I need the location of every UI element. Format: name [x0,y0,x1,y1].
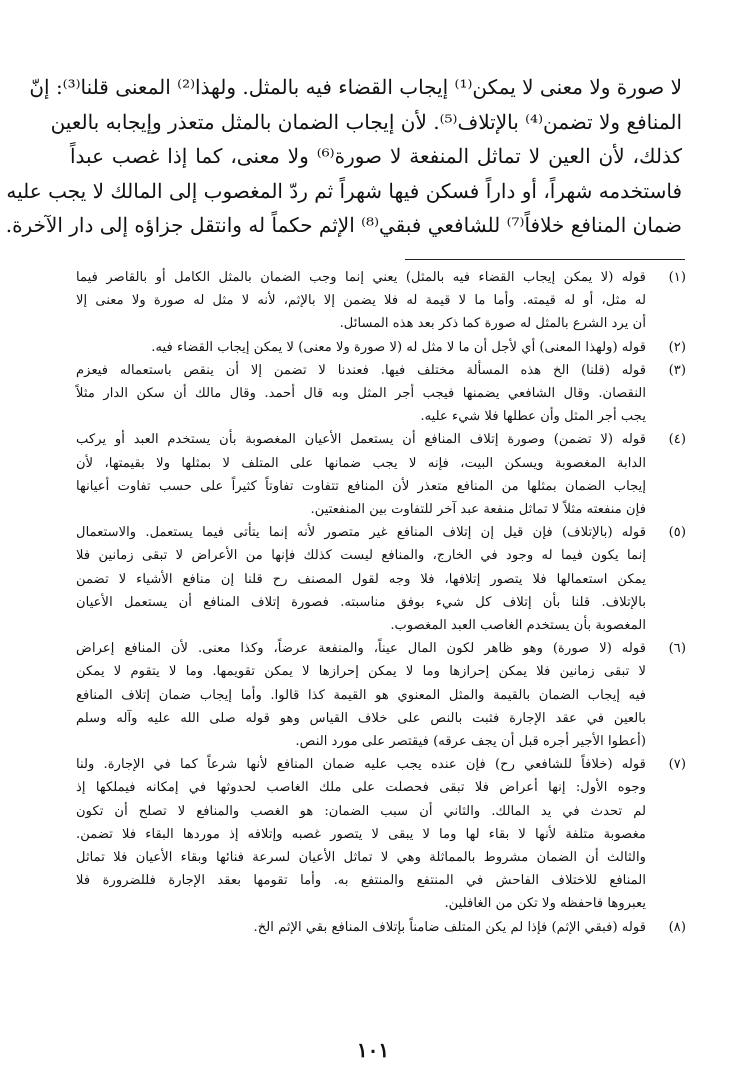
footnote-number: (٦) [668,641,686,657]
main-text-line: كذلك، لأن العين لا تماثل المنفعة لا صورة⁽⁶⁾ ولا معنى، كما إذا غصب عبداً [70,144,682,168]
footnote-line: النقصان. وقال الشافعي يضمنها فيجب أجر المثل وبه قال أحمد. وقال مالك أن سكن الدار مثلاً [76,386,646,402]
footnote-number: (٥) [668,525,686,541]
footnote-line: بالإتلاف. قلنا بأن إتلاف كل شيء بوفق مناسبته. فصورة إتلاف المنافع أن يستعمل الأعيان [76,594,646,610]
footnote [76,637,686,753]
footnote-number: (٤) [668,432,686,448]
footnote-line: فإن منفعته مثلاً لا تماثل منفعة عبد آخر للتفاوت بين المنفعتين. [310,502,646,518]
footnote-line: (أعطوا الأجير أجره قبل أن يجف عرقه) فيقتصر على مورد النص. [295,734,646,750]
footnote-body [76,637,646,753]
footnote-line: يعبروها فاحفظه ولا تكن من الغافلين. [444,896,646,912]
page-number: ١٠١ [356,1038,390,1062]
footnote [76,336,686,359]
footnote-line: المغصوبة بأن يستخدم الغاصب العبد المغصوب. [390,618,646,634]
footnote-body [76,359,646,429]
footnote-line: قوله (خلافاً للشافعي رح) فإن عنده يجب عليه ضمان المنافع لأنها شرعاً كما في الإجارة. ولنا [76,757,646,773]
footnote-line: يجب أجر المثل وأن عطلها فلا شيء عليه. [420,409,646,425]
footnote-body [76,336,646,359]
footnote-divider [405,259,685,260]
footnote-number: (٧) [668,757,686,773]
footnote-line: أن يرد الشرع بالمثل له صورة كما ذكر بعد هذه المسائل. [339,316,646,332]
footnote [76,359,686,429]
footnote-line: قوله (ولهذا المعنى) أي لأجل أن ما لا مثل له (لا صورة ولا معنى) لا يمكن إيجاب القضاء فيه. [151,339,646,355]
footnote-line: قوله (لا يمكن إيجاب القضاء فيه بالمثل) يعني إنما وجب الضمان بالمثل الكامل أو بالقاصر فيما [76,270,646,285]
footnote-line: بالعين في عقد الإجارة فثبت بالنص على خلاف القياس وهو قوله صلى الله عليه وآله وسلم [76,710,646,726]
footnote-body [76,266,646,336]
footnote-number: (٢) [668,339,686,355]
footnote-line: مغصوبة متلفة لأنها لا بقاء لها وما لا يبقى لا يتصور غصبه وإتلافه إذ موردها البقاء فلا تضمن. [76,826,646,842]
footnote-line: إيجاب الضمان بمثلها من المنافع متعذر لأن المنافع تتفاوت تفاوتاً كثيراً على حسب تفاوت أعيانها [76,478,646,494]
main-text-line: ضمان المنافع خلافاً⁽⁷⁾ للشافعي فبقي⁽⁸⁾ الإثم حكماً له وانتقل جزاؤه إلى دار الآخرة. [5,213,682,237]
main-text-line: لا صورة ولا معنى لا يمكن⁽¹⁾ إيجاب القضاء فيه بالمثل. ولهذا⁽²⁾ المعنى قلنا⁽³⁾: إنّ [29,75,682,99]
footnote [76,753,686,915]
main-text-line: فاستخدمه شهراً، أو داراً فسكن فيها شهراً ثم ردّ المغصوب إلى المالك لا يجب عليه [6,178,682,203]
footnote-line: قوله (قلنا) الخ هذه المسألة مختلف فيها. فعندنا لا تضمن إلا أن ينقص باستعماله فيعزم [76,362,646,378]
footnote-number: (٨) [668,919,686,935]
footnote-body [76,916,646,939]
footnote-line: لم تحدث في يد المالك. والثاني أن سبب الضمان: هو الغصب والمنافع لا تصلح أن تكون [76,803,646,819]
footnote-line: له مثل، أو له قيمته. وأما ما لا قيمة له فلا يضمن إلا بالإثم، لأنه لا مثل له صورة ولا معنى إلا [76,293,646,309]
footnote-line: قوله (بالإتلاف) فإن قيل إن إتلاف المنافع غير متصور لأنه إنما يتأتى فيما يستعمل. والاستعمال [76,525,646,541]
footnote-line: قوله (لا صورة) وهو ظاهر لكون المال عيناً، والمنفعة عرضاً، وكذا معنى. لأن المنافع إعراض [76,641,646,657]
footnote-line: يمكن استعمالها فلا يتصور إتلافها، فلا وجه لقول المصنف رح قلنا إن منافع الأشياء لا تضمن [76,571,646,587]
footnote-line: والثالث أن الضمان مشروط بالمماثلة وهي لا تماثل الأعيان لسرعة فنائها وبقاء الأعيان فلا تماثل [76,850,646,866]
main-text-line: المنافع ولا تضمن⁽⁴⁾ بالإتلاف⁽⁵⁾. لأن إيجاب الضمان بالمثل متعذر وإيجابه بالعين [50,109,682,134]
footnote-body [76,753,646,915]
footnote [76,916,686,939]
footnote [76,428,686,521]
footnote-number: (٣) [668,362,686,378]
footnotes [76,266,686,939]
footnote [76,266,686,336]
footnote-line: قوله (فبقي الإثم) فإذا لم يكن المتلف ضامناً بإتلاف المنافع بقي الإثم الخ. [253,919,646,935]
footnote-line: المنافع للاختلاف الفاحش في المنتفع والمنتفع به. وأما تقومها بعقد الإجارة فللضرورة فلا [76,873,646,889]
footnote-line: إنما يكون فيما له وجود في الخارج، والمنافع ليست كذلك فإنها من الأعراض لا تبقى زمانين فلا [76,548,646,564]
footnote-line: لا تبقى زمانين فلا يمكن إحرازها وما لا يمكن إحرازها لا يمكن تقويمها. وما لا يتقوم لا يمكن [76,664,646,680]
footnote-line: وجوه الأول: إنها أعراض فلا تبقى فحصلت على ملك الغاصب لحدوثها في إمكانه فيملكها إذ [76,780,646,796]
main-text [5,70,682,243]
footnote-line: قوله (لا تضمن) وصورة إتلاف المنافع أن يستعمل الأعيان المغصوبة بأن يستخدم العبد أو يركب [76,432,646,448]
footnote-line: الدابة المغصوبة ويسكن البيت، فإنه لا يجب ضمانها على المتلف لا بمثلها ولا بقيمتها، لأن [76,455,646,471]
footnote-body [76,521,646,637]
footnote [76,521,686,637]
footnote-number: (١) [668,270,686,285]
footnote-line: فيه إيجاب الضمان بالقيمة والمثل المعنوي هو القيمة كذا قالوا. وأما إيجاب ضمان إتلاف المنافع [76,687,646,703]
footnote-body [76,428,646,521]
